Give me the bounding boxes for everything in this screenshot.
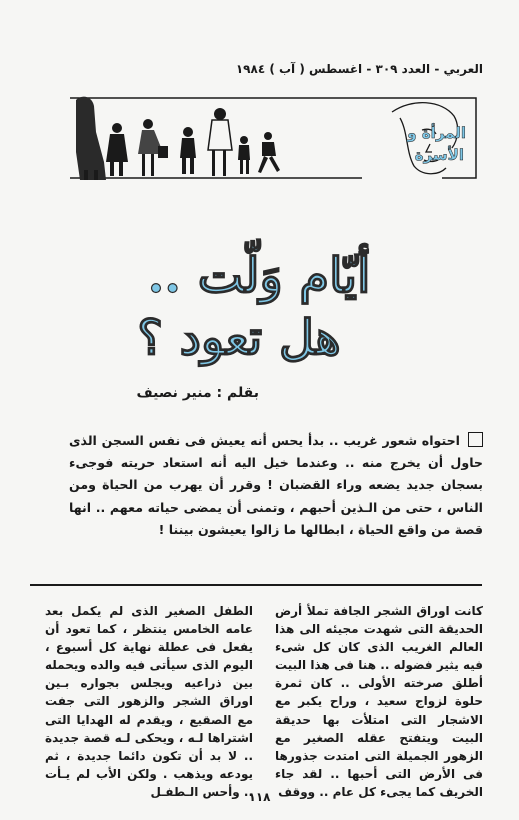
body-column-right: كانت اوراق الشجر الجافة تملأ أرض الحديقة التى شهدت مجيئه الى هذا العالم الغريب الذى كان كل شىء فيه يثير فضوله .. هنا فى هذا البيت أطلق صرخته الأولى .. كان ثمرة حلوة لزواج سعيد ، وراح يكبر مع الاشجار التى امتلأت بها حديقة البيت ويتفتح عقله الصغير مع الزهور الجميلة التى امتدت جذورها فى الأرض التى أحبها .. لقد جاء الخريف كما يجىء كل عام .. ووقف <box>275 604 483 799</box>
family-figures-illustration <box>76 97 280 180</box>
divider-rule <box>30 584 482 586</box>
section-logo-line2: الأسرة <box>414 146 464 164</box>
intro-text: احتواه شعور غريب .. بدأ يحس أنه يعيش فى نفس السجن الذى حاول أن يخرج منه .. وعندما خيل اليه أنه استعاد حريته فوجىء بسجان جديد يضعه وراء القضبان ! وقرر أن يهرب من الحياة ومن الناس ، حتى من الـذين أحبهم ، وتمنى أن يمضى حياته معهم .. انها قصة من واقع الحياة ، ابطالها ما زالوا يعيشون بيننا ! <box>69 433 483 537</box>
square-bullet-icon <box>468 432 483 447</box>
intro-paragraph <box>69 430 483 541</box>
byline: بقلم : منير نصيف <box>136 385 259 401</box>
headline-line1: أيّام وَلّت .. <box>147 248 371 304</box>
section-logo <box>406 123 466 164</box>
section-banner <box>62 92 480 184</box>
section-banner-illustration <box>62 92 480 184</box>
body-column-left: الطفل الصغير الذى لم يكمل بعد عامه الخامس ينتظر ، كما تعود أن يفعل فى عطلة نهاية كل أسبوع ، اليوم الذى سيأتى فيه والده ويحمله بين ذراعيه ويجلس بجواره بـين اوراق الشجر والزهور التى جفت مع الصقيع ، ويقدم له الهدايا التى اشتراها لـه ، ويحكى لـه قصة جديدة .. لا بد أن تكون دائما جديدة ، ثم يودعه ويذهب . ولكن الأب لم يـأت .. وأحس الـطفـل <box>45 604 253 799</box>
section-logo-line1: المرأة و <box>407 124 466 142</box>
running-header: العربي - العدد ٣٠٩ - اغسطس ( آب ) ١٩٨٤ <box>235 62 483 76</box>
headline-line2: هل تعود ؟ <box>137 310 341 366</box>
page-number: ١١٨ <box>248 790 271 804</box>
article-headline <box>89 245 429 369</box>
